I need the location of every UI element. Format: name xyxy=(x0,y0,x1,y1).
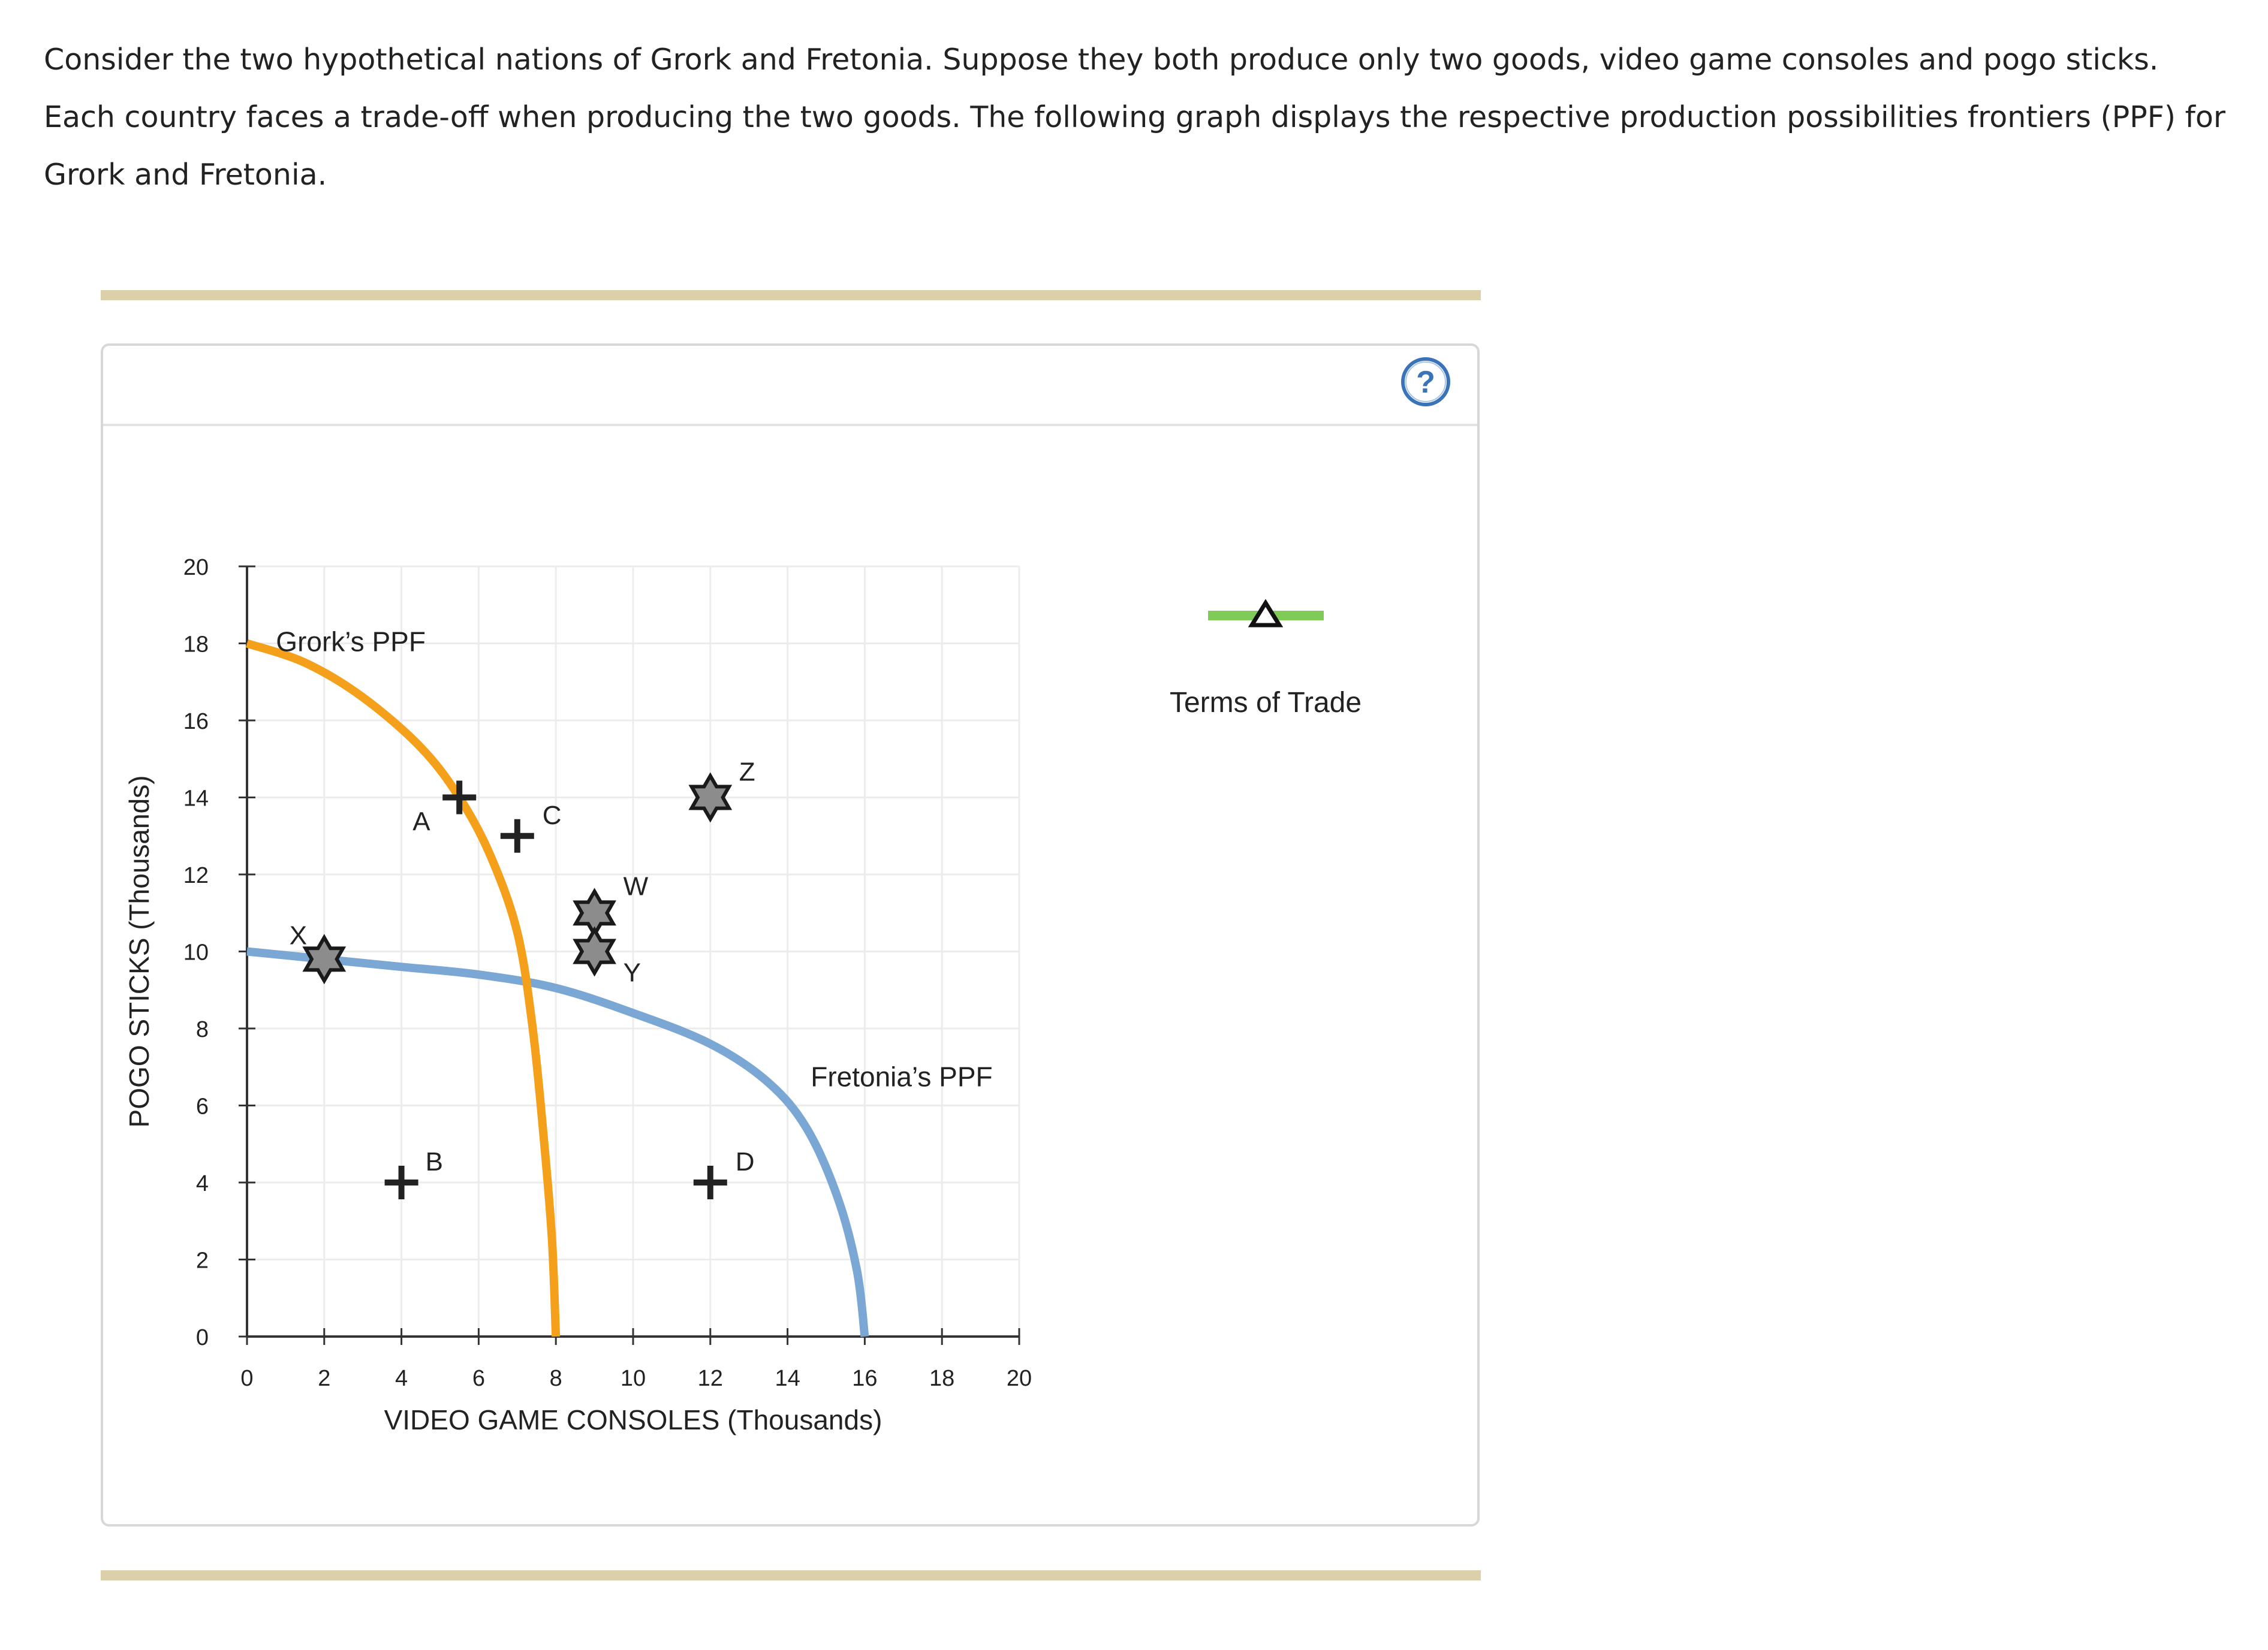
x-tick-label-8: 8 xyxy=(549,1366,562,1391)
point-label-z: Z xyxy=(739,757,755,787)
point-d[interactable] xyxy=(694,1147,755,1199)
point-label-a: A xyxy=(412,807,430,837)
point-label-d: D xyxy=(735,1147,755,1177)
x-tick-label-4: 4 xyxy=(395,1366,408,1391)
axes xyxy=(239,566,1019,1345)
x-tick-label-16: 16 xyxy=(852,1366,878,1391)
x-tick-label-6: 6 xyxy=(472,1366,485,1391)
point-c[interactable] xyxy=(501,801,562,853)
grork-ppf-label: Grork’s PPF xyxy=(276,626,426,657)
y-tick-label-20: 20 xyxy=(183,555,209,580)
star-marker xyxy=(306,937,343,981)
star-marker xyxy=(692,776,729,819)
y-tick-label-18: 18 xyxy=(183,632,209,657)
y-tick-label-14: 14 xyxy=(183,786,209,812)
point-label-w: W xyxy=(623,871,649,901)
y-tick-label-4: 4 xyxy=(195,1171,209,1196)
star-marker xyxy=(576,930,613,973)
bottom-divider xyxy=(101,1570,1481,1580)
point-label-b: B xyxy=(425,1147,443,1177)
x-tick-label-20: 20 xyxy=(1006,1366,1032,1391)
tick-labels xyxy=(183,555,1032,1391)
x-tick-label-14: 14 xyxy=(775,1366,800,1391)
x-tick-label-18: 18 xyxy=(929,1366,955,1391)
fretonia-ppf-label: Fretonia’s PPF xyxy=(811,1061,993,1093)
point-label-x: X xyxy=(289,921,308,951)
point-w[interactable] xyxy=(576,871,648,934)
x-tick-label-0: 0 xyxy=(240,1366,254,1391)
x-tick-label-12: 12 xyxy=(697,1366,723,1391)
x-axis-title: VIDEO GAME CONSOLES (Thousands) xyxy=(384,1404,882,1435)
point-label-c: C xyxy=(542,800,562,830)
y-tick-label-8: 8 xyxy=(195,1017,209,1042)
y-axis-title: POGO STICKS (Thousands) xyxy=(124,775,155,1128)
help-icon-glyph: ? xyxy=(1416,365,1435,400)
y-tick-label-12: 12 xyxy=(183,863,209,888)
grid-lines xyxy=(247,566,1019,1337)
point-label-y: Y xyxy=(623,958,641,988)
y-tick-label-6: 6 xyxy=(195,1094,209,1120)
legend-label: Terms of Trade xyxy=(1169,687,1362,719)
point-y[interactable] xyxy=(576,930,641,988)
x-tick-label-2: 2 xyxy=(318,1366,331,1391)
y-tick-label-2: 2 xyxy=(195,1248,209,1274)
y-tick-label-0: 0 xyxy=(195,1325,209,1350)
terms-of-trade-legend[interactable] xyxy=(1170,603,1362,719)
point-b[interactable] xyxy=(385,1147,443,1199)
x-tick-label-10: 10 xyxy=(620,1366,646,1391)
point-z[interactable] xyxy=(692,758,755,819)
y-tick-label-10: 10 xyxy=(183,940,209,966)
intro-paragraph: Consider the two hypothetical nations of Grork and Fretonia. Suppose they both produce only two goods, video game consoles and pogo sticks. Each country faces a trade-off when producing the two goods. The following graph displays the respective production possibilities frontiers (PPF) for Grork and Fretonia. xyxy=(44,43,2225,192)
y-tick-label-16: 16 xyxy=(183,709,209,734)
